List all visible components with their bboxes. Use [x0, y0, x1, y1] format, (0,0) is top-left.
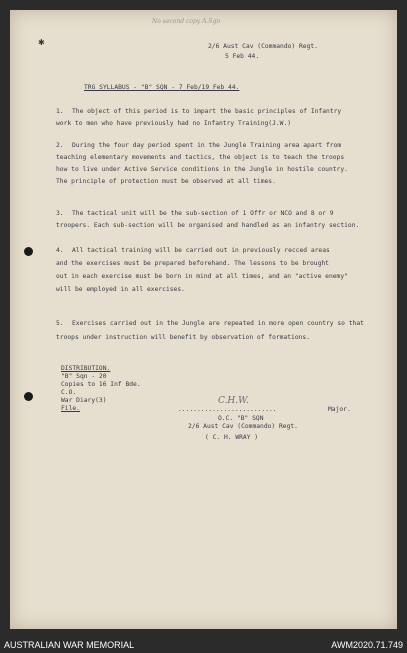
distribution-item: "B" Sqn - 20	[61, 373, 107, 380]
para-3-number: 3.	[56, 210, 64, 217]
footer-catalogue-id: AWM2020.71.749	[331, 640, 403, 650]
handwritten-signature: C.H.W.	[218, 396, 249, 406]
para-2-number: 2.	[56, 142, 64, 149]
para-5-number: 5.	[56, 320, 64, 327]
para-3-line: The tactical unit will be the sub-section of 1 Offr or NCO and 8 or 9	[72, 210, 334, 217]
distribution-item: Copies to 16 Inf Bde.	[61, 381, 141, 388]
ink-mark: ✱	[38, 38, 45, 47]
signature-name: ( C. H. WRAY )	[205, 434, 259, 441]
distribution-item: C.O.	[61, 389, 77, 396]
header-unit: 2/6 Aust Cav (Commando) Regt.	[208, 43, 318, 50]
pencil-annotation: No second copy A.Sgn	[152, 18, 221, 25]
para-1-line: The object of this period is to impart the basic principles of Infantry	[72, 108, 342, 115]
para-1-line: work to men who have previously had no Infantry Training(J.W.)	[56, 120, 292, 127]
para-2-line: teaching elementary movements and tactics, the object is to teach the troops	[56, 154, 345, 161]
distribution-item: War Diary(3)	[61, 397, 107, 404]
para-3-line: troopers. Each sub-section will be organised and handled as an infantry section.	[56, 222, 360, 229]
document-sheet	[10, 10, 397, 629]
para-4-line: All tactical training will be carried out in previously recced areas	[72, 247, 330, 254]
distribution-heading: DISTRIBUTION.	[61, 365, 111, 372]
para-2-line: how to live under Active Service conditions in the Jungle in hostile country.	[56, 166, 348, 173]
punch-hole	[24, 247, 33, 256]
para-4-line: will be employed in all exercises.	[56, 286, 185, 293]
signature-unit: 2/6 Aust Cav (Commando) Regt.	[188, 423, 298, 430]
para-5-line: troops under instruction will benefit by observation of formations.	[56, 334, 311, 341]
archive-footer	[0, 638, 407, 653]
document-title: TRG SYLLABUS - "B" SQN - 7 Feb/19 Feb 44.	[84, 84, 240, 91]
footer-institution: AUSTRALIAN WAR MEMORIAL	[4, 640, 135, 650]
header-date: 5 Feb 44.	[225, 53, 260, 60]
para-4-line: and the exercises must be prepared beforehand. The lessons to be brought	[56, 260, 329, 267]
distribution-item: File.	[61, 405, 80, 412]
punch-hole	[24, 392, 33, 401]
signature-dots: ..........................	[178, 406, 277, 413]
para-2-line: The principle of protection must be observed at all times.	[56, 178, 276, 185]
signature-title: O.C. "B" SQN	[218, 415, 264, 422]
para-5-line: Exercises carried out in the Jungle are repeated in more open country so that	[72, 320, 364, 327]
para-4-line: out in each exercise must be born in mind at all times, and an "active enemy"	[56, 273, 348, 280]
para-4-number: 4.	[56, 247, 64, 254]
signature-rank: Major.	[328, 406, 351, 413]
para-1-number: 1.	[56, 108, 64, 115]
para-2-line: During the four day period spent in the Jungle Training area apart from	[72, 142, 342, 149]
